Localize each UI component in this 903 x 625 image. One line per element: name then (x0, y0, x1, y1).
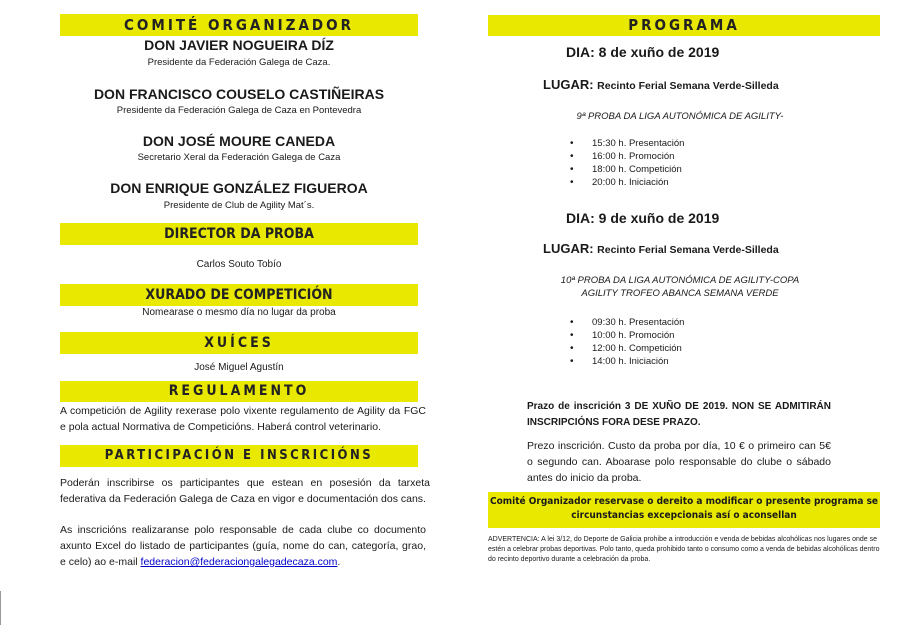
schedule-item: • 14:00 h. Iniciación (570, 355, 684, 368)
day2-place (543, 241, 779, 256)
member-role: Presidente da Federación Galega de Caza. (147, 57, 331, 68)
day1-dia-value: 8 de xuño de 2019 (598, 44, 720, 60)
day1-schedule (570, 137, 684, 189)
member-name: DON JOSÉ MOURE CANEDA (142, 133, 336, 149)
day2-schedule (570, 316, 684, 368)
member-role: Presidente da Federación Galega de Caza en Pontevedra (116, 105, 362, 116)
director-header: DIRECTOR DA PROBA (60, 223, 418, 245)
email-link[interactable]: federacion@federaciongalegadecaza.com (140, 556, 338, 568)
prezo-text: Prezo inscrición. Custo da proba por día, 10 € o primeiro can 5€ o segundo can. Aboarase polo responsable do clube o sábado antes do inicio da proba. (527, 440, 831, 484)
xurado-text: Nomearase o mesmo día no lugar da proba (142, 307, 336, 318)
day1-place (543, 77, 779, 92)
day1-event-title: 9ª PROBA DA LIGA AUTONÓMICA DE AGILITY- (576, 111, 784, 122)
prazo-text: Prazo de inscrición 3 DE XUÑO DE 2019. NON SE ADMITIRÁN INSCRIPCIÓNS FORA DESE PRAZO. (527, 401, 831, 428)
participacion-text-2-body: As inscricións realizaranse polo responsable de cada clube co documento axunto Excel do listado de participantes (guía, nome do can, categoría, grao, e celo) ao e-mail (60, 524, 426, 568)
member-name: DON FRANCISCO COUSELO CASTIÑEIRAS (93, 86, 385, 102)
day1-lugar-value: Recinto Ferial Semana Verde-Silleda (597, 80, 779, 92)
notice-line-2: circunstancias excepcionais así o aconsellan (571, 510, 797, 521)
member-role: Secretario Xeral da Federación Galega de Caza (137, 152, 341, 163)
day2-event-title-line2: AGILITY TROFEO ABANCA SEMANA VERDE (581, 288, 779, 299)
day1-date (566, 44, 719, 60)
day2-event-title-line1: 10ª PROBA DA LIGA AUTONÓMICA DE AGILITY-COPA (560, 275, 800, 286)
schedule-item: • 18:00 h. Competición (570, 163, 684, 176)
director-name: Carlos Souto Tobío (196, 259, 282, 270)
page-edge-line (0, 591, 1, 625)
schedule-item: • 10:00 h. Promoción (570, 329, 684, 342)
advertencia-text: ADVERTENCIA: A lei 3/12, do Deporte de Galicia prohibe a introducción e venda de bebidas alcohólicas nos lugares onde se estén a celebrar probas deportivas. Polo tanto, queda prohibido tanto o consumo como a venda de bebidas alcohólicas dentro do recinto deportivo durante a celebración da proba. (488, 536, 880, 563)
email-suffix: . (337, 556, 341, 568)
schedule-item: • 09:30 h. Presentación (570, 316, 684, 329)
programa-header: PROGRAMA (488, 15, 880, 36)
regulamento-header: REGULAMENTO (60, 381, 418, 402)
member-name: DON ENRIQUE GONZÁLEZ FIGUEROA (110, 180, 368, 196)
day2-lugar-value: Recinto Ferial Semana Verde-Silleda (597, 244, 779, 256)
day1-lugar-label: LUGAR: (543, 77, 594, 92)
schedule-item: • 16:00 h. Promoción (570, 150, 684, 163)
member-role: Presidente de Club de Agility Mat´s. (163, 200, 315, 211)
member-name: DON JAVIER NOGUEIRA DÍZ (144, 37, 334, 53)
schedule-item: • 20:00 h. Iniciación (570, 176, 684, 189)
notice-line-1: Comité Organizador reservase o dereito a modificar o presente programa se (489, 496, 879, 507)
xuices-name: José Miguel Agustín (194, 362, 284, 373)
participacion-header: PARTICIPACIÓN E INSCRICIÓNS (60, 445, 418, 467)
xuices-header: XUÍCES (60, 332, 418, 354)
schedule-item: • 15:30 h. Presentación (570, 137, 684, 150)
day2-lugar-label: LUGAR: (543, 241, 594, 256)
participacion-text-1: Poderán inscribirse os participantes que estean en posesión da tarxeta federativa da Federación Galega de Caza en vigor e documentación dos cans. (60, 477, 430, 505)
xurado-header: XURADO DE COMPETICIÓN (60, 284, 418, 306)
day2-dia-label: DIA: (566, 210, 595, 226)
regulamento-text: A competición de Agility rexerase polo vixente regulamento de Agility da FGC e pola actual Normativa de Competicións. Haberá control veterinario. (60, 405, 426, 433)
participacion-text-2 (60, 522, 426, 570)
comite-header: COMITÉ ORGANIZADOR (60, 14, 418, 36)
schedule-item: • 12:00 h. Competición (570, 342, 684, 355)
organizer-notice (488, 492, 880, 528)
day2-date (566, 210, 719, 226)
day1-dia-label: DIA: (566, 44, 595, 60)
day2-dia-value: 9 de xuño de 2019 (598, 210, 720, 226)
day2-event-title (500, 274, 860, 300)
